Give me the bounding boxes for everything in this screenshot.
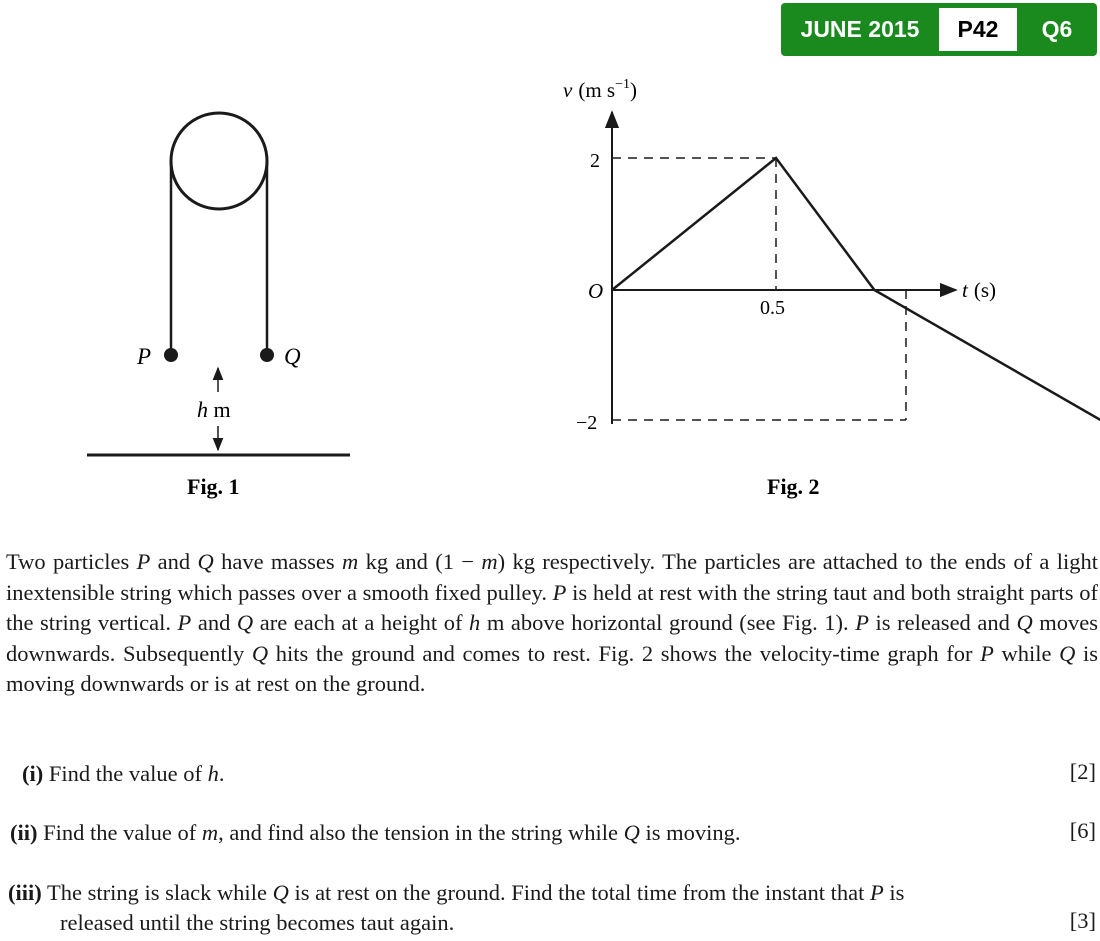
session-label: JUNE 2015 [800,16,920,42]
fig2-graph [563,77,1100,499]
fig2-caption: Fig. 2 [767,474,820,499]
y-axis-label: v (m $s^{-1}$) [563,77,637,102]
tick-label-y-minus2: −2 [576,412,598,434]
question-part-i: (i) Find the value of h. [22,761,225,786]
question-part-ii: (ii) Find the value of m, and find also the tension in the string while Q is moving. [10,820,741,845]
particle-q [260,348,274,362]
x-axis-label: t (s) [962,278,997,302]
marks-ii: [6] [1069,818,1096,843]
height-label: h m [197,397,231,422]
particle-p [164,348,178,362]
origin-label: O [588,279,604,303]
paper-label: P42 [939,8,1017,51]
question-label: Q6 [1041,16,1073,42]
pulley [171,113,267,209]
stem-text: Two particles P and Q have masses m kg and (1 − m) kg respectively. The particles are attached to the ends of a light inextensible string which passes over a smooth fixed pulley. P is held at rest with the string taut and both straight parts of the string vertical. P and Q are each at a height of h m above horizontal ground (see Fig. 1). P is released and Q moves downwards. Subsequently Q hits the ground and comes to rest. Fig. 2 shows the velocity-time graph for P while Q is moving downwards or is at rest on the ground. [6,549,1099,696]
label-p: P [137,344,152,369]
tick-label-y-2: 2 [590,150,600,172]
part-label: (i) [22,761,44,786]
marks-i: [2] [1069,759,1096,784]
label-q: Q [284,344,301,369]
fig1-caption: Fig. 1 [187,474,240,499]
part-label: (ii) [10,820,38,845]
question-part-iii: (iii) The string is slack while Q is at rest on the ground. Find the total time from the instant that P is [8,880,905,905]
marks-iii: [3] [1069,908,1096,933]
tick-label-x-05: 0.5 [760,297,785,319]
part-label: (iii) [8,880,42,905]
question-stem [6,547,1098,700]
fig1-diagram [87,113,350,499]
question-part-iii-line2: released until the string becomes taut again. [60,910,455,935]
